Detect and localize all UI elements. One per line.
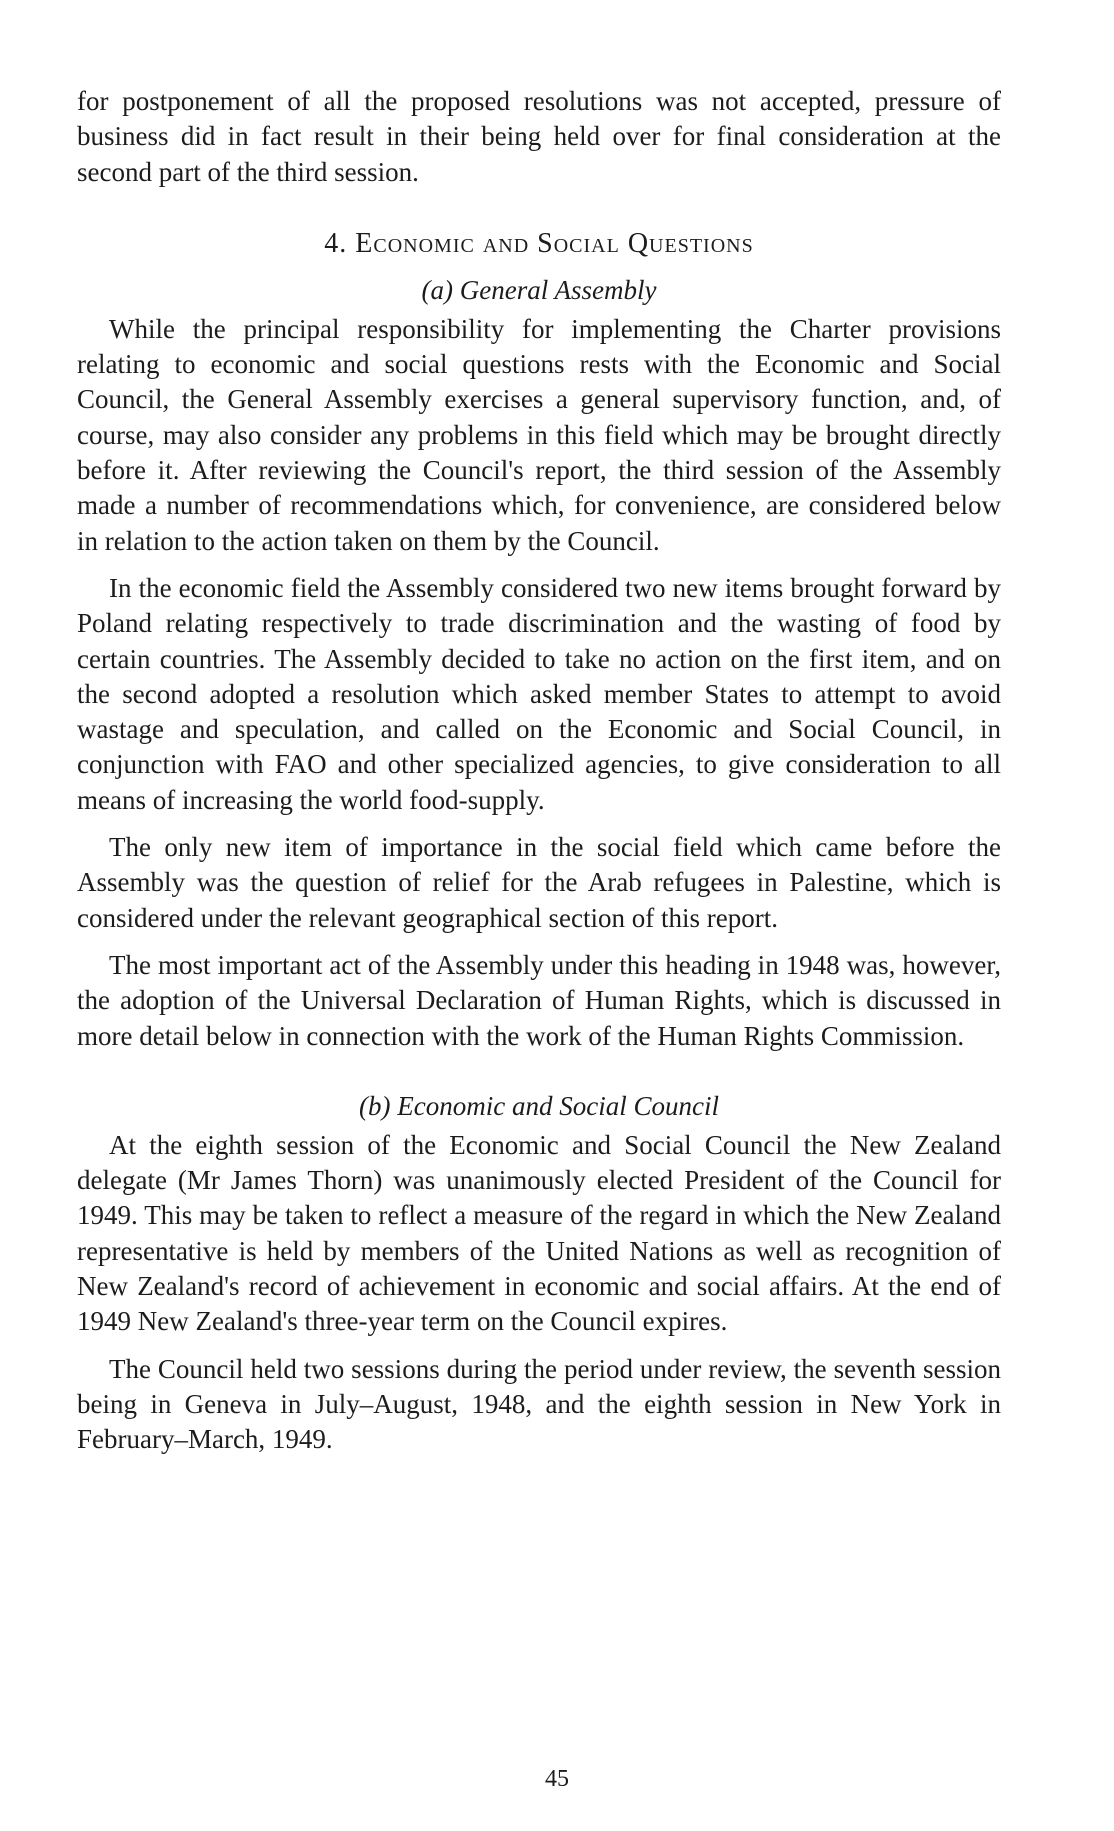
paragraph-ga-social-field: The only new item of importance in the social field which came before the Assembly was the question of relief for the Arab refugees in Palestine, which is considered under the relevant geographical section of this report. bbox=[77, 832, 1001, 933]
paragraph-ecosoc-president: At the eighth session of the Economic and Social Council the New Zealand delegate (Mr James Thorn) was unanimously elected President of the Council for 1949. This may be taken to reflect a measure of the regard in which the New Zealand representative is held by members of the United Nations as well as recognition of New Zealand's record of achievement in economic and social affairs. At the end of 1949 New Zealand's three-year term on the Council expires. bbox=[77, 1129, 1001, 1337]
paragraph-ga-economic-field: In the economic field the Assembly considered two new items brought forward by Poland relating respectively to trade discrimination and the wasting of food by certain countries. The Assembly decided to take no action on the first item, and on the second adopted a resolution which asked member States to attempt to avoid wastage and speculation, and called on the Economic and Social Council, in conjunction with FAO and other specialized agencies, to give consideration to all means of increasing the world food-supply. bbox=[77, 572, 1001, 815]
paragraph-ecosoc-sessions: The Council held two sessions during the period under review, the seventh session being in Geneva in July–August, 1948, and the eighth session in New York in February–March, 1949. bbox=[77, 1353, 1001, 1455]
subsection-heading-general-assembly: (a) General Assembly bbox=[421, 274, 657, 305]
section-number: 4. bbox=[324, 227, 348, 259]
subsection-heading-ecosoc: (b) Economic and Social Council bbox=[359, 1090, 719, 1121]
section-title: Economic and Social Questions bbox=[355, 227, 754, 259]
paragraph-ga-responsibility: While the principal responsibility for implementing the Charter provisions relating to economic and social questions rests with the Economic and Social Council, the General Assembly exercises a general supervisory function, and, of course, may also consider any problems in this field which may be brought directly before it. After reviewing the Council's report, the third session of the Assembly made a number of recommendations which, for convenience, are considered below in relation to the action taken on them by the Council. bbox=[77, 313, 1001, 556]
page-number: 45 bbox=[545, 1766, 569, 1792]
continuation-paragraph: for postponement of all the proposed resolutions was not accepted, pressure of business did in fact result in their being held over for final consideration at the second part of the third session. bbox=[77, 86, 1001, 187]
section-heading bbox=[77, 226, 1001, 262]
paragraph-ga-human-rights: The most important act of the Assembly under this heading in 1948 was, however, the adoption of the Universal Declaration of Human Rights, which is discussed in more detail below in connection with the work of the Human Rights Commission. bbox=[77, 949, 1001, 1051]
document-page bbox=[77, 84, 1001, 1458]
